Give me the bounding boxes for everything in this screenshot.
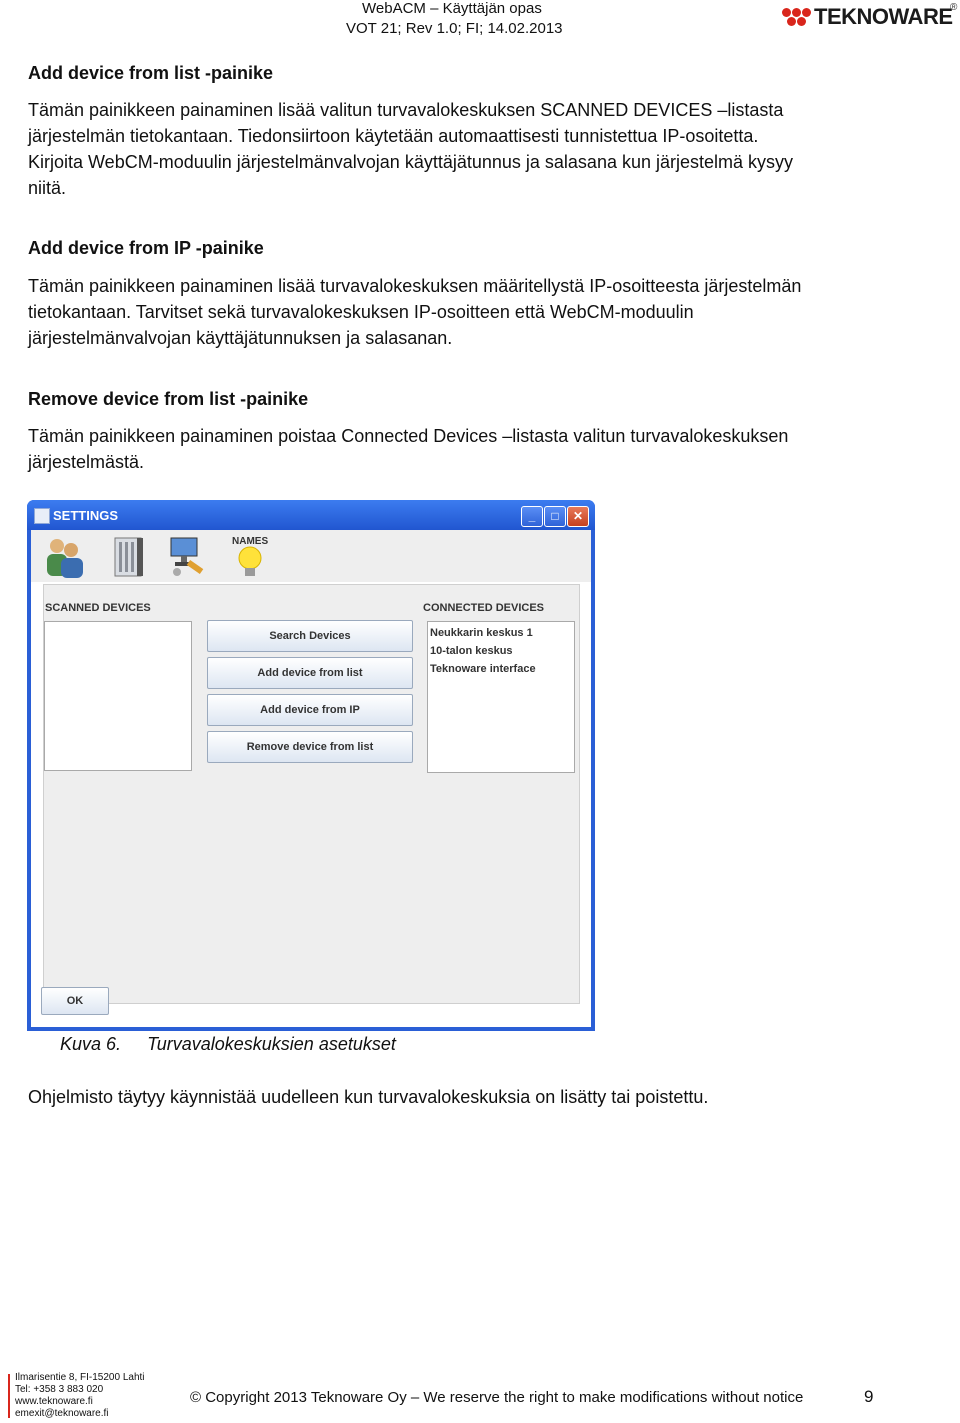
add-device-from-ip-button[interactable]: Add device from IP — [207, 694, 413, 726]
section-heading-remove-device: Remove device from list -painike — [28, 389, 309, 409]
building-icon[interactable] — [105, 534, 151, 580]
section-text-remove-device: Tämän painikkeen painaminen poistaa Connected Devices –listasta valitun turvavalokeskuksen järjestelmästä. — [28, 426, 789, 472]
remove-device-from-list-button[interactable]: Remove device from list — [207, 731, 413, 763]
logo-registered-mark: ® — [950, 2, 958, 13]
list-item[interactable]: Teknoware interface — [430, 663, 536, 675]
document-version: VOT 21; Rev 1.0; FI; 14.02.2013 — [346, 20, 563, 37]
connected-devices-label: CONNECTED DEVICES — [423, 602, 545, 614]
section-heading-add-from-ip: Add device from IP -painike — [28, 238, 264, 258]
list-item[interactable]: Neukkarin keskus 1 — [430, 627, 533, 639]
network-computer-icon[interactable] — [165, 534, 211, 580]
figure-caption — [60, 1034, 396, 1055]
devices-panel — [43, 584, 580, 1004]
users-icon[interactable] — [41, 534, 87, 580]
java-app-icon — [34, 508, 50, 524]
settings-window — [27, 500, 595, 1031]
section-text-add-from-list: Tämän painikkeen painaminen lisää valitun turvavalokeskuksen SCANNED DEVICES –listasta järjestelmän tietokantaan. Tiedonsiirtoon käytetään automaattisesti tunnistettua IP-osoitetta. Kirjoita WebCM-moduulin järjestelmänvalvojan käyttäjätunnus ja salasana kun järjestelmä kysyy niitä. — [28, 100, 794, 198]
settings-icon-toolbar — [31, 530, 591, 582]
figure-title: Turvavalokeskuksien asetukset — [147, 1034, 396, 1054]
close-button[interactable]: ✕ — [567, 506, 589, 527]
figure-number: Kuva 6. — [60, 1034, 122, 1054]
window-client-area — [31, 530, 591, 1027]
connected-devices-list[interactable] — [427, 621, 575, 773]
closing-text: Ohjelmisto täytyy käynnistää uudelleen kun turvavalokeskuksia on lisätty tai poistettu. — [28, 1087, 709, 1107]
ok-button[interactable]: OK — [41, 987, 109, 1015]
scanned-devices-list[interactable] — [44, 621, 192, 771]
names-label: NAMES — [232, 536, 269, 547]
window-titlebar — [27, 500, 595, 530]
section-heading-add-from-list: Add device from list -painike — [28, 63, 274, 83]
teknoware-logo — [782, 4, 960, 32]
add-device-from-list-button[interactable]: Add device from list — [207, 657, 413, 689]
section-text-add-from-ip: Tämän painikkeen painaminen lisää turvavalokeskuksen määritellystä IP-osoitteesta järjestelmän tietokantaan. Tarvitset sekä turvavalokeskuksen IP-osoitteen että WebCM-moduulin järjestelmänvalvojan käyttäjätunnuksen ja salasanan. — [28, 276, 802, 348]
search-devices-button[interactable]: Search Devices — [207, 620, 413, 652]
footer-copyright: © Copyright 2013 Teknoware Oy – We reserve the right to make modifications without notice — [190, 1389, 804, 1406]
page-number: 9 — [864, 1387, 874, 1406]
logo-text: TEKNOWARE — [814, 4, 953, 29]
list-item[interactable]: 10-talon keskus — [430, 645, 513, 657]
maximize-button[interactable]: □ — [544, 506, 566, 527]
window-title: SETTINGS — [53, 508, 119, 523]
footer-address: Ilmarisentie 8, FI-15200 Lahti Tel: +358 3 883 020 www.teknoware.fi emexit@teknoware.fi — [15, 1372, 145, 1419]
document-title: WebACM – Käyttäjän opas — [362, 0, 542, 17]
minimize-button[interactable]: _ — [521, 506, 543, 527]
scanned-devices-label: SCANNED DEVICES — [45, 602, 151, 614]
footer-accent-bar — [8, 1374, 10, 1418]
